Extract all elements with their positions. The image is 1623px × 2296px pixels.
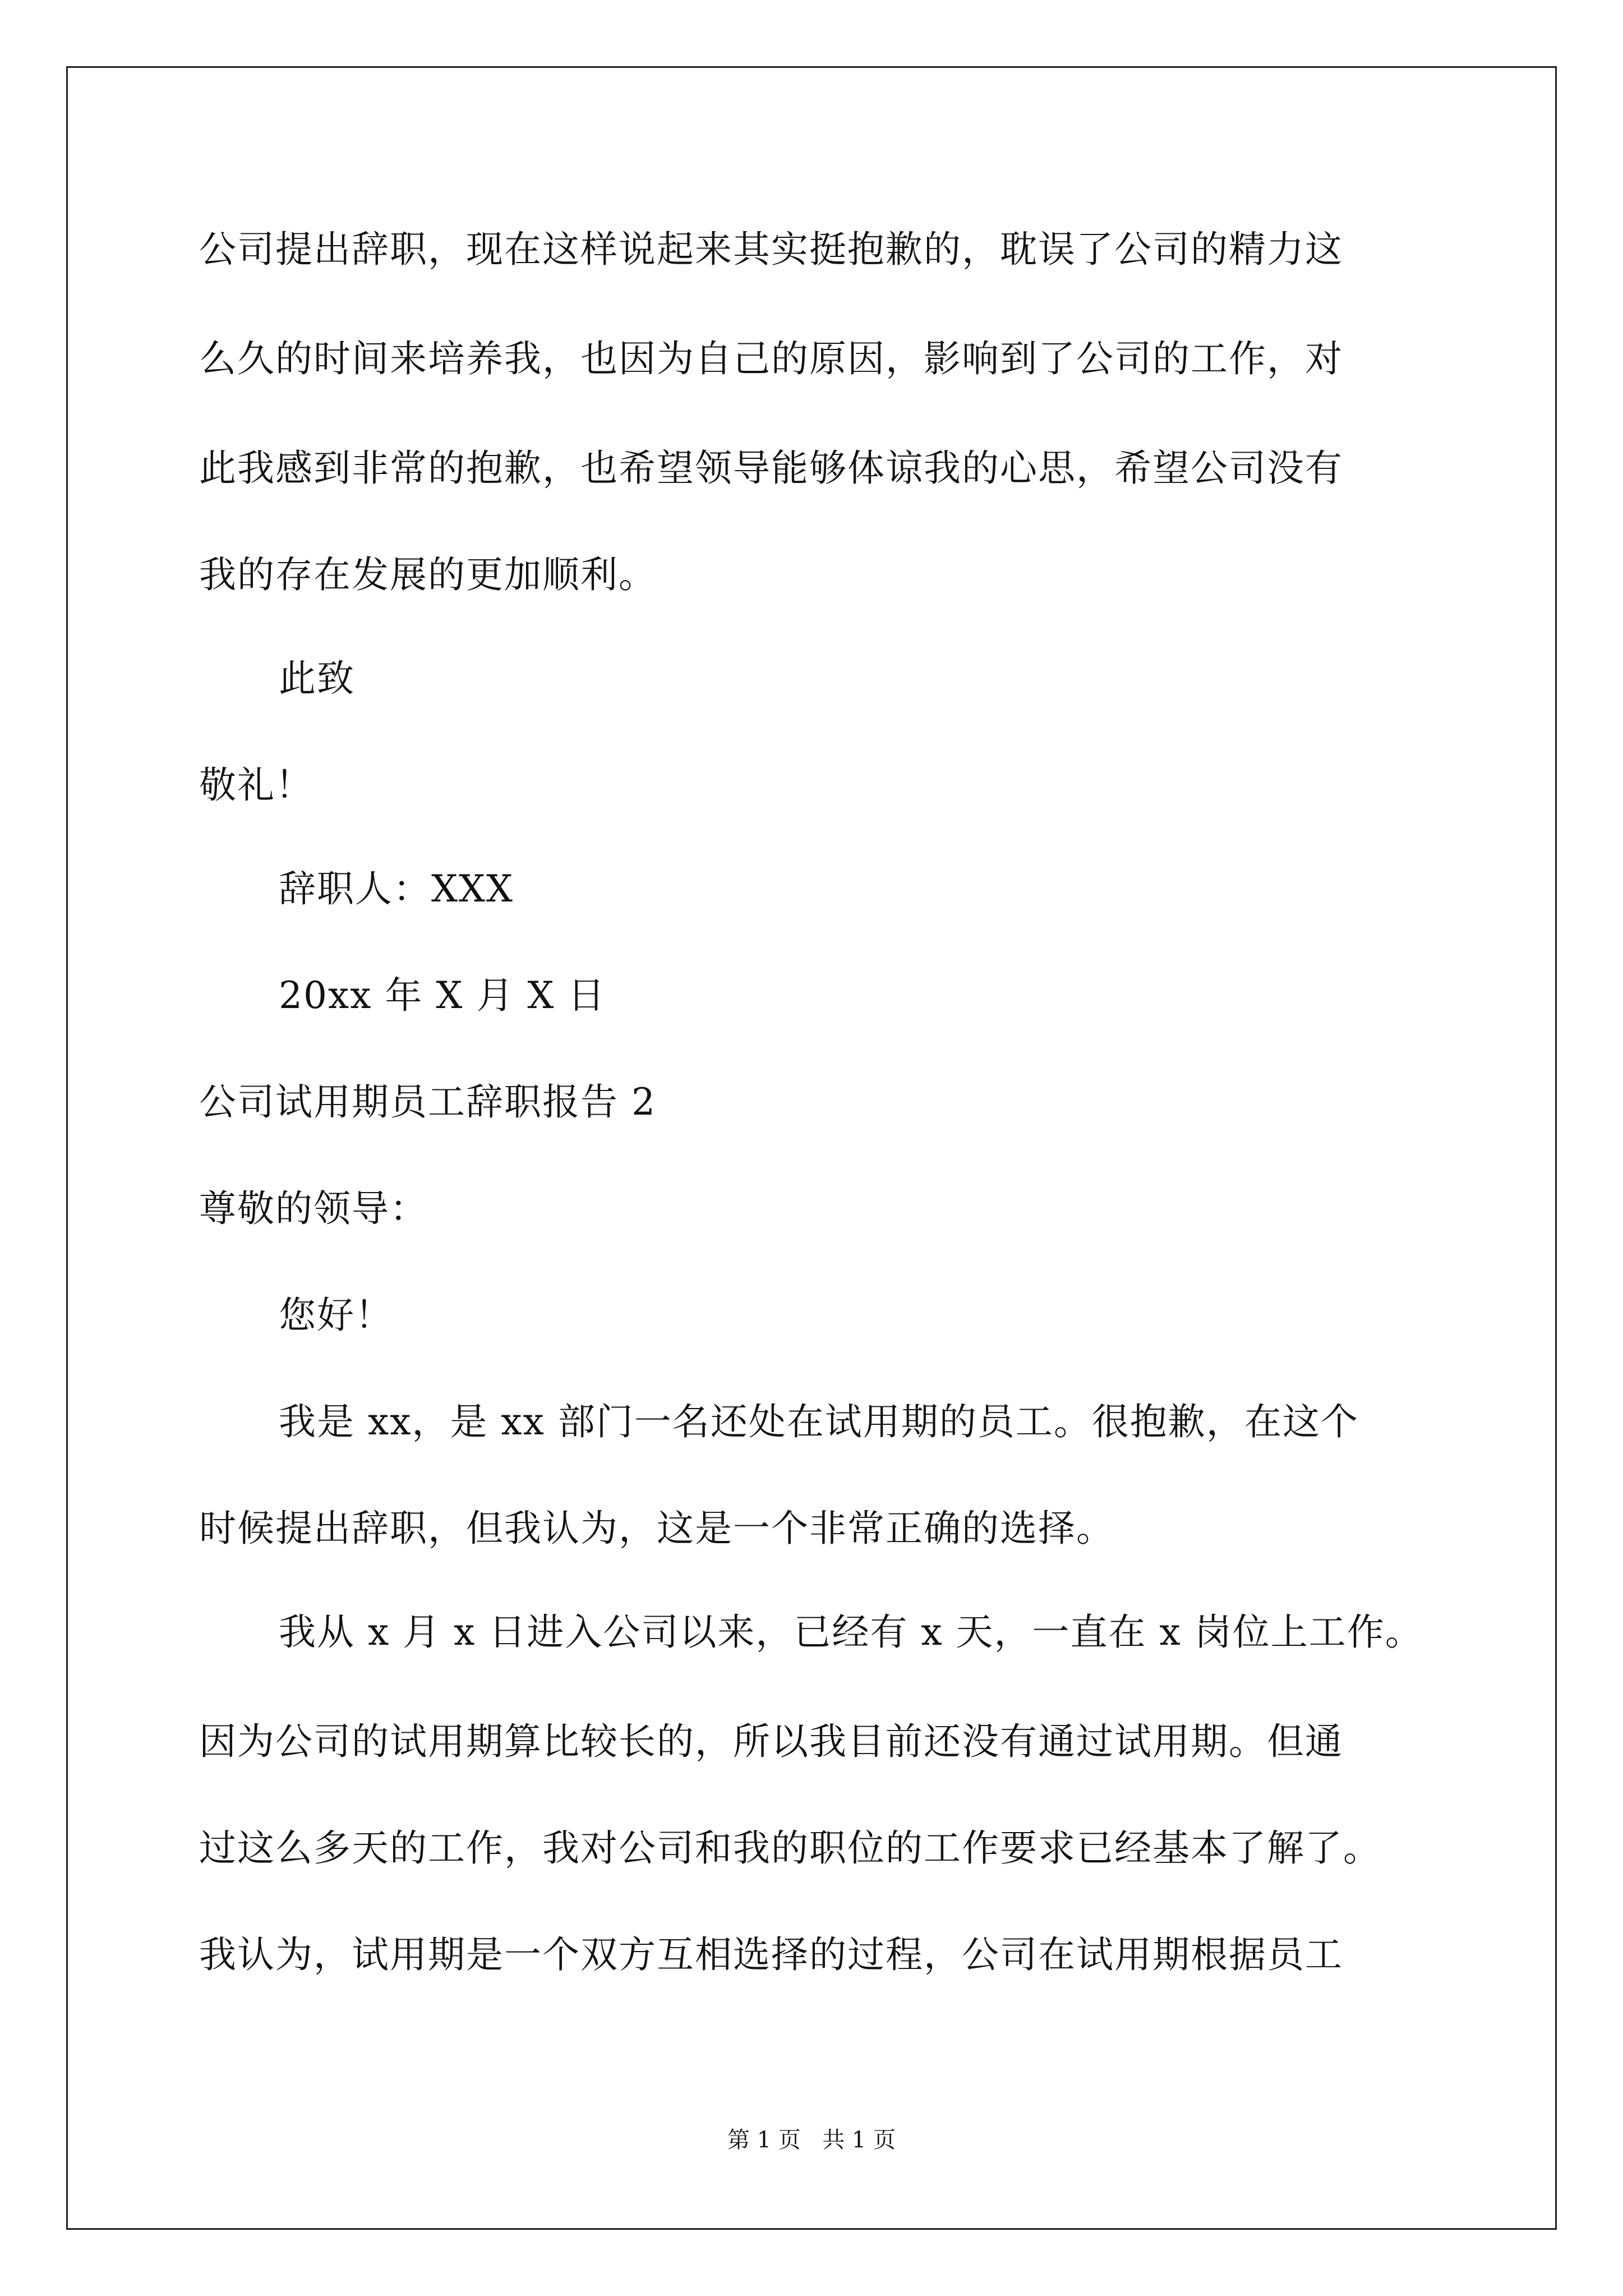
- signature-line: 辞职人：XXX: [279, 867, 514, 910]
- body-text-line: 么久的时间来培养我，也因为自己的原因，影响到了公司的工作，对: [199, 337, 1343, 380]
- page-border: [66, 66, 1557, 2230]
- body-text-line: 因为公司的试用期算比较长的，所以我目前还没有通过试用期。但通: [199, 1720, 1343, 1763]
- greeting: 您好！: [279, 1294, 393, 1337]
- body-text-line: 公司提出辞职，现在这样说起来其实挺抱歉的，耽误了公司的精力这: [199, 228, 1343, 271]
- section-title: 公司试用期员工辞职报告 2: [199, 1080, 656, 1124]
- date-line: 20xx 年 X 月 X 日: [279, 974, 606, 1017]
- body-text-line: 时候提出辞职，但我认为，这是一个非常正确的选择。: [199, 1507, 1114, 1550]
- body-text-line: 我认为，试用期是一个双方互相选择的过程，公司在试用期根据员工: [199, 1933, 1343, 1976]
- closing-regards: 敬礼！: [199, 763, 313, 807]
- greeting-recipient: 尊敬的领导：: [199, 1187, 428, 1230]
- body-text-line: 我的存在发展的更加顺利。: [199, 553, 657, 596]
- body-text-line: 我从 x 月 x 日进入公司以来，已经有 x 天，一直在 x 岗位上工作。: [279, 1611, 1423, 1654]
- page-number-footer: 第 1 页 共 1 页: [727, 2127, 896, 2153]
- body-text-line: 过这么多天的工作，我对公司和我的职位的工作要求已经基本了解了。: [199, 1826, 1381, 1870]
- closing-salutation: 此致: [279, 657, 355, 700]
- body-text-line: 此我感到非常的抱歉，也希望领导能够体谅我的心思，希望公司没有: [199, 447, 1343, 490]
- body-text-line: 我是 xx，是 xx 部门一名还处在试用期的员工。很抱歉，在这个: [279, 1400, 1359, 1443]
